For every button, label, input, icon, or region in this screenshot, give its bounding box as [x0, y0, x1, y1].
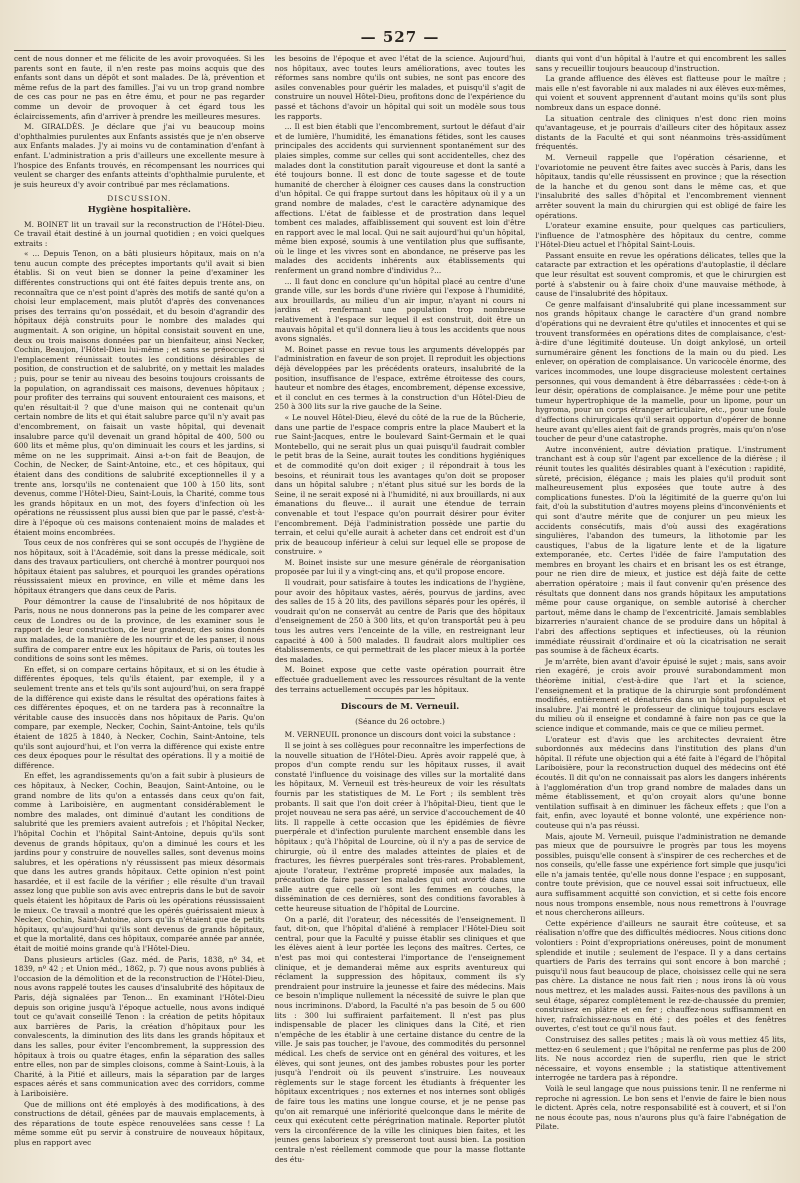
paragraph: Cette expérience d'ailleurs ne saurait être coûteuse, et sa réalisation n'offre que des difficultés médiocres. Nous citions donc volontiers : Point d'expropriations onéreuses, point de monument splendide et inutile ; seulement de l'espace. Il y a dans certains quartiers de Paris des terrains qui sont encore à bon marché ; puisqu'il nous faut beaucoup de place, choisissez celle qui ne sera pas chère. La distance ne nous fait rien ; nous irons là où vous nous mettrez, et les malades aussi. Faites-nous des pavillons à un seul étage, séparez complètement le rez-de-chaussée du premier, construisez en plâtre et en fer ; chauffez-nous suffisamment en hiver, rafraîchissez-nous en été ; des poêles et des fenêtres ouvertes, c'est tout ce qu'il nous faut.: [535, 918, 787, 1034]
paragraph: Ce genre malfaisant d'insalubrité qui plane incessamment sur nos grands hôpitaux change le caractère d'un grand nombre d'opérations qui ne devraient être qu'utiles et innocentes et qui se trouvent transformées en opérations dites de complaisance, c'est-à-dire d'une légitimité douteuse. Un doigt ankylosé, un orteil surnuméraire gênent les fonctions de la main ou du pied. Les enlever, on opération de complaisance. Un varicocèle énorme, des varices incommodes, une loupe disgracieuse molestent certaines personnes, qui vous demandent à être débarrassées : cède-t-on à leur désir, opérations de complaisance. Je même pour une petite tumeur hypertrophique de la mamelle, pour un lipome, pour un hygroma, pour un corps étranger articulaire, etc., pour une foule d'affections chirurgicales qu'il serait opportun d'opérer de bonne heure avant qu'elles aient fait de grands progrès, mais qu'on n'ose toucher de peur d'une catastrophe.: [535, 299, 787, 444]
text-columns: [14, 54, 786, 1169]
paragraph: L'orateur examine ensuite, pour quelques cas particuliers, l'influence de l'atmosphère des hôpitaux du centre, comme l'Hôtel-Dieu actuel et l'hôpital Saint-Louis.: [535, 221, 787, 250]
paragraph: diants qui vont d'un hôpital à l'autre et qui encombrent les salles sans y recueillir toujours beaucoup d'instruction.: [535, 54, 787, 73]
section-divider: [365, 698, 435, 699]
section-title: Hygiène hospitalière.: [87, 204, 191, 215]
paragraph: « Le nouvel Hôtel-Dieu, élevé du côté de la rue de la Bûcherie, dans une partie de l'espace compris entre la place Maubert et la rue Saint-Jacques, entre le boulevard Saint-Germain et le quai Montebello, qui ne serait plus un quai puisqu'il faudrait combler le petit bras de la Seine, aurait toutes les conditions hygiéniques et de commodité qu'on doit exiger ; il répondrait à tous les besoins, et réunirait tous les avantages qu'on doit se proposer dans un hôpital salubre ; n'étant plus situé sur les bords de la Seine, il ne serait exposé ni à l'humidité, ni aux brouillards, ni aux émanations du fleuve... il aurait une étendue de terrain convenable et tout l'espace qu'on pourrait désirer pour éviter l'encombrement. Déjà l'administration possède une partie du terrain, et celui qu'elle aurait à acheter dans cet endroit est d'un prix de beaucoup inférieur à celui sur lequel elle se propose de construire. »: [274, 412, 526, 557]
paragraph: En effet, si on compare certains hôpitaux, et si on les étudie à différentes époques, tels qu'ils étaient, par exemple, il y a seulement trente ans et tels qu'ils sont aujourd'hui, on sera frappé de la différence qui existe dans le résultat des opérations faites à ces différentes époques, et on ne tardera pas à reconnaître la véritable cause des insuccès dans nos hôpitaux de Paris. Qu'on compare, par exemple, Necker, Cochin, Saint-Antoine, tels qu'ils étaient de 1825 à 1840, à Necker, Cochin, Saint-Antoine, tels qu'ils sont aujourd'hui, et l'on verra la différence qui existe entre ces deux époques pour le résultat des opérations. Il y a moitié de différence.: [14, 664, 265, 770]
column-1: [14, 54, 265, 1169]
paragraph: Dans plusieurs articles (Gaz. méd. de Paris, 1838, nº 34, et 1839, nº 42 ; et Union méd., 1862, p. 7) que nous avons publiés à l'occasion de la démolition et de la reconstruction de l'Hôtel-Dieu, nous avons rappelé toutes les causes d'insalubrité des hôpitaux de Paris, déjà signalées par Tenon... En examinant l'Hôtel-Dieu depuis son origine jusqu'à l'époque actuelle, nous avons indiqué tout ce qu'avait conseillé Tenon : la création de petits hôpitaux aux barrières de Paris, la création d'hôpitaux pour les convalescents, la diminution des lits dans les grands hôpitaux et dans les salles, pour éviter l'encombrement, la suppression des hôpitaux à trois ou quatre étages, enfin la séparation des salles entre elles, non par de simples cloisons, comme à Saint-Louis, à la Charité, à la Pitié et ailleurs, mais la séparation par de larges espaces aérés et sans communication avec des corridors, comme à Lariboisière.: [14, 954, 265, 1098]
page-header: [14, 14, 786, 54]
column-2: [275, 54, 526, 1169]
paragraph: L'orateur est d'avis que les architectes devraient être subordonnés aux médecins dans l'institution des plans d'un hôpital. Il réfute une objection qui a été faite à l'égard de l'hôpital Lariboisière, pour la reconstruction duquel des médecins ont été écoutés. Il dit qu'on ne connaissait pas alors les dangers inhérents à l'agglomération d'un trop grand nombre de malades dans un même établissement, et qu'on croyait alors qu'une bonne ventilation suffisait à en diminuer les fâcheux effets ; que l'on a fait, enfin, avec loyauté et bonne volonté, une expérience non-couteuse qui n'a pas réussi.: [535, 734, 787, 830]
section-title: Discours de M. Verneuil.: [340, 702, 460, 713]
paragraph: En effet, les agrandissements qu'on a fait subir à plusieurs de ces hôpitaux, à Necker, Cochin, Beaujon, Saint-Antoine, ou le grand nombre de lits qu'on a entassés dans ceux qu'on fait, comme à Lariboisière, en augmentant considérablement le nombre des malades, ont diminué d'autant les conditions de salubrité que les premiers avaient autrefois ; et l'hôpital Necker, l'hôpital Cochin et l'hôpital Saint-Antoine, depuis qu'ils sont devenus de grands hôpitaux, qu'on a diminué les cours et les jardins pour y construire de nouvelles salles, sont devenus moins salubres, et les opérations n'y réussissent pas mieux désormais que dans les autres grands hôpitaux. Cette opinion n'est point hasardée, et il est facile de la vérifier ; elle résulte d'un travail assez long que publie son avis avec entrepris dans le but de savoir quels étaient les hôpitaux de Paris où les opérations réussissaient le mieux. Ce travail a montré que les opérés guérissaient mieux à Necker, Cochin, Saint-Antoine, alors qu'ils n'étaient que de petits hôpitaux, qu'aujourd'hui qu'ils sont devenus de grands hôpitaux, et que la mortalité, dans ces hôpitaux, comparée année par année, était de moitié moins grande qu'à l'Hôtel-Dieu.: [14, 771, 265, 954]
section-label: DISCUSSION.: [107, 194, 172, 204]
paragraph: M. Boinet insiste sur une mesure générale de réorganisation proposée par lui il y a vingt-cinq ans, et qu'il propose encore.: [274, 557, 526, 577]
paragraph: « ... Depuis Tenon, on a bâti plusieurs hôpitaux, mais on n'a tenu aucun compte des préceptes importants qu'il avait si bien établis. Si on veut bien se donner la peine d'examiner les différentes constructions qui ont été faites depuis trente ans, on reconnaîtra que ce n'est point d'après des motifs de santé qu'on a choisi leur emplacement, mais plutôt d'après des convenances prises des terrains qu'on possédait, et du besoin d'agrandir des hôpitaux déjà construits pour le nombre des malades qui augmentait. A son origine, un hôpital consistait souvent en une, deux ou trois maisons données par un bienfaiteur, ainsi Necker, Cochin, Beaujon, l'Hôtel-Dieu lui-même ; et sans se préoccuper si l'emplacement réunissait toutes les conditions désirables de position, de construction et de salubrité, on y mettait les malades ; puis, pour se tenir au niveau des besoins toujours croissants de la population, on agrandissait ces maisons, devenues hôpitaux ; pour profiter des terrains qui souvent entouraient ces maisons, et qu'en résultait-il ? que d'une maison qui ne contenait qu'un certain nombre de lits et qui était salubre parce qu'il n'y avait pas d'encombrement, on faisait un vaste hôpital, qui devenait insalubre parce qu'il devenait un grand hôpital de 400, 500 ou 600 lits et même plus, qu'on diminuait les cours et les jardins, si même on ne les supprimait. Ainsi a-t-on fait de Beaujon, de Cochin, de Necker, de Saint-Antoine, etc., et ces hôpitaux, qui étaient dans des conditions de salubrité exceptionnelles il y a trente ans, lorsqu'ils ne contenaient que 100 à 150 lits, sont devenus, comme l'Hôtel-Dieu, Saint-Louis, la Charité, comme tous les grands hôpitaux en un mot, des foyers d'infection où les opérations ne réussissent plus aussi bien que par le passé, c'est-à-dire à l'époque où ces maisons contenaient moins de malades et étaient moins encombrées.: [14, 249, 265, 537]
paragraph: M. Boinet passe en revue tous les arguments développés par l'administration en faveur de son projet. Il reproduit les objections déjà développées par les précédents orateurs, insalubrité de la position, insuffisance de l'espace, extrême étroitesse des cours, hauteur et nombre des étages, encombrement, dépense excessive, et il conclut en ces termes à la construction d'un Hôtel-Dieu de 250 à 300 lits sur la rive gauche de la Seine.: [274, 344, 526, 412]
paragraph: Il voudrait, pour satisfaire à toutes les indications de l'hygiène, pour avoir des hôpitaux vastes, aérés, pourvus de jardins, avec des salles de 15 à 20 lits, des pavillons séparés pour les opérés, il voudrait qu'on ne conservât au centre de Paris que des hôpitaux d'enseignement de 250 à 300 lits, et qu'on transportât peu à peu tous les autres vers l'enceinte de la ville, en restreignant leur capacité à 400 à 500 malades. Il faudrait alors multiplier ces établissements, ce qui permettrait de les placer mieux à la portée des malades.: [274, 578, 526, 664]
paragraph: La grande affluence des élèves est flatteuse pour le maître ; mais elle n'est favorable ni aux malades ni aux élèves eux-mêmes, qui voient et souvent apprennent d'autant moins qu'ils sont plus nombreux dans un espace donné.: [535, 74, 787, 112]
paragraph: Je m'arrête, bien avant d'avoir épuisé le sujet ; mais, sans avoir rien exagéré, je crois avoir prouvé surabondamment mon théorème initial, c'est-à-dire que l'art et la science, l'enseignement et la pratique de la chirurgie sont profondément modifiés, entièrement et dénaturés dans un hôpital populeux et insalubre. J'ai montré le professeur de clinique toujours esclave du milieu où il enseigne et condamné à faire non pas ce que la science indique et commande, mais ce que ce milieu permet.: [535, 656, 787, 733]
paragraph: cent de nous donner et me félicite de les avoir provoquées. Si les parents sont en faute, il n'en reste pas moins acquis que des enfants sont dans un dépôt et sont malades. De là, prévention et même refus de la part des familles. J'ai vu un trop grand nombre de ces cas pour ne pas en être ému, et pour ne pas regarder comme un devoir de provoquer à cet égard tous les éclaircissements, afin d'arriver à prendre les meilleures mesures.: [14, 54, 265, 121]
paragraph: Construisez des salles petites ; mais là où vous mettiez 45 lits, mettez-en 6 seulement ; que l'hôpital ne renferme pas plus de 200 lits. Ne nous accordez rien de superflu, rien que le strict nécessaire, et voyons ensemble ; la statistique attentivement interrogée ne tardera pas à répondre.: [535, 1034, 787, 1083]
paragraph: La situation centrale des cliniques n'est donc rien moins qu'avantageuse, et je pourrais d'ailleurs citer des hôpitaux assez distants de la Faculté et qui sont néanmoins très-assidûment fréquentés.: [535, 113, 787, 152]
paragraph: les besoins de l'époque et avec l'état de la science. Aujourd'hui, nos hôpitaux, avec toutes leurs améliorations, avec toutes les réformes sans nombre qu'ils ont subies, ne sont pas encore des asiles convenables pour guérir les malades, et puisqu'il s'agit de construire un nouvel Hôtel-Dieu, profitons donc de l'expérience du passé et tâchons d'avoir un hôpital qui soit un modèle sous tous les rapports.: [274, 54, 526, 121]
paragraph: M. Boinet expose que cette vaste opération pourrait être effectuée graduellement avec les ressources résultant de la vente des terrains actuellement occupés par les hôpitaux.: [274, 665, 526, 694]
paragraph: Passant ensuite en revue les opérations délicates, telles que la cataracte par extraction et les opérations d'autoplastie, il déclare que leur résultat est souvent compromis, et que le chirurgien est porté à s'abstenir ou à faire choix d'une mauvaise méthode, à cause de l'insalubrité des hôpitaux.: [535, 250, 787, 299]
paragraph: ... Il faut donc en conclure qu'un hôpital placé au centre d'une grande ville, sur les bords d'une rivière qui l'expose à l'humidité, aux brouillards, au milieu d'un air impur, n'ayant ni cours ni jardins et renfermant une population trop nombreuse relativement à l'espace sur lequel il est construit, doit être un mauvais hôpital et qu'il donnera lieu à tous les accidents que nous avons signalés.: [274, 276, 526, 344]
paragraph: Pour démontrer la cause de l'insalubrité de nos hôpitaux de Paris, nous ne nous donnerons pas la peine de les comparer avec ceux de Londres ou de la province, de les examiner sous le rapport de leur construction, de leur grandeur, des soins donnés aux malades, de la manière de les nourrir et de les panser, il nous suffira de comparer entre eux les hôpitaux de Paris, où toutes les conditions de soins sont les mêmes.: [14, 596, 265, 664]
paragraph: ... Il est bien établi que l'encombrement, surtout le défaut d'air et de lumière, l'humidité, les émanations fétides, sont les causes principales des accidents qui surviennent spontanément sur des plaies simples, comme sur celles qui sont accidentelles, chez des malades dont la constitution paraît vigoureuse et dont la santé a été toujours bonne. Il est donc de toute sagesse et de toute humanité de chercher à éloigner ces causes dans la construction d'un hôpital. Ce qui frappe surtout dans les hôpitaux où il y a un grand nombre de malades, c'est le caractère adynamique des affections. L'état de faiblesse et de prostration dans lequel tombent ces malades, affaiblissement qui souvent est loin d'être en rapport avec le mal local. Qui ne sait aujourd'hui qu'un hôpital, même bien exposé, soumis à une ventilation plus que suffisante, où le linge et les vivres sont en abondance, ne préserve pas les malades des accidents inhérents aux établissements qui renferment un grand nombre d'individus ?...: [274, 122, 526, 276]
paragraph: M. Verneuil rappelle que l'opération césarienne, et l'ovariotomie ne peuvent être faites avec succès à Paris, dans les hôpitaux, tandis qu'elle réussissent en province ; que la résection de la hanche et du genou sont dans le même cas, et que l'insalubrité des salles d'hôpital et l'encombrement viennent arrêter souvent la main du chirurgien qui est obligé de faire les opérations.: [535, 152, 787, 220]
paragraph: M. GIRALDÈS. Je déclare que j'ai vu beaucoup moins d'ophthalmies purulentes aux Enfants assistés que je n'en observe aux Enfants malades. J'y ai moins vu de contamination d'enfant à enfant. L'administration a pris d'ailleurs une excellente mesure à l'hospice des Enfants trouvés, en récompensant les nourrices qui veulent se charger des enfants atteints d'ophthalmie purulente, et je suis heureux d'y avoir contribué par mes réclamations.: [14, 122, 265, 189]
paragraph: M. BOINET lit un travail sur la reconstruction de l'Hôtel-Dieu. Ce travail était destiné à un journal quotidien ; en voici quelques extraits :: [14, 219, 265, 248]
page-number: — 527 —: [360, 28, 440, 46]
paragraph: Que de millions ont été employés à des modifications, à des constructions de détail, gênées par de mauvais emplacements, à des réparations de toute espèce renouvelées sans cesse ! La même somme eût pu servir à construire de nouveaux hôpitaux, plus en rapport avec: [14, 1099, 265, 1147]
paragraph: Mais, ajoute M. Verneuil, puisque l'administration ne demande pas mieux que de poursuivre le progrès par tous les moyens possibles, puisqu'elle consent à s'inspirer de ces recherches et de nos conseils, qu'elle fasse une expérience fort simple que jusqu'ici elle n'a jamais tentée, qu'elle nous donne l'espace ; en supposant, contre toute prévision, que ce nouvel essai soit infructueux, elle aura suffisamment acquitté son conviction, et si cette fois encore nous nous trompons ensemble, nous nous remettrons à l'ouvrage et nous chercherons ailleurs.: [535, 831, 787, 918]
paragraph: Autre inconvénient, autre déviation pratique. L'instrument tranchant est à coup sûr l'agent par excellence de la diérèse ; il réunit toutes les qualités désirables quant à l'exécution : rapidité, sûreté, précision, élégance ; mais les plaies qu'il produit sont malheureusement plus exposées que toute autre à des complications funestes. D'où la légitimité de la guerre qu'on lui fait, d'où la substitution d'autres moyens pleins d'inconvénients et qui sont d'autre mérite que de conjurer un peu mieux les accidents consécutifs, mais d'où aussi des exagérations singulières, l'abandon des tumeurs, la lithotomie par les caustiques, l'abus de la ligature lente et de la ligature extemporanée, etc. Certes l'idée de faire l'amputation des membres en broyant les chairs et en brisant les os est étrange, pour ne rien dire de mieux, et justice est déjà faite de cette aberration opératoire ; mais il faut convenir qu'en présence des résultats que donnent dans nos grands hôpitaux les amputations même pour cause organique, on semble autorisé à chercher partout, même dans le champ de l'excentricité. Jamais semblables bizarreries n'auraient chance de se produire dans un hôpital à l'abri des affections septiques et infectieuses, où la réunion immédiate réussirait d'ordinaire et où la cicatrisation ne serait pas soumise à de fâcheux écarts.: [535, 444, 787, 656]
column-3: [535, 54, 786, 1169]
paragraph: Il se joint à ses collègues pour reconnaître les imperfections de la nouvelle situation de l'Hôtel-Dieu. Après avoir rappelé que, à propos d'un compte rendu sur les hôpitaux russes, il avait constaté l'influence du voisinage des villes sur la mortalité dans les hôpitaux, M. Verneuil est très-heureux de voir les résultats fournis par les statistiques de M. Le Fort ; ils semblent très probants. Il sait que l'on doit créer à l'hôpital-Dieu, tient que le projet nouveau ne sera pas aéré, un service d'accouchement de 40 lits. Il rappelle à cette occasion que les épidémies de fièvre puerpérale et d'infection purulente marchent ensemble dans les hôpitaux ; qu'à l'hôpital de Lourcine, où il n'y a pas de service de chirurgie, où il entre des malades atteintes de plaies et de fractures, les fièvres puerpérales sont très-rares. Probablement, ajoute l'orateur, l'extrême propreté imposée aux malades, la précaution de faire passer les malades qui ont avorté dans une salle autre que celle où sont les femmes en couches, la dissémination de ces dernières, sont des conditions favorables à cette heureuse situation de l'hôpital de Lourcine.: [274, 740, 526, 914]
paragraph: Tous ceux de nos confrères qui se sont occupés de l'hygiène de nos hôpitaux, soit à l'Académie, soit dans la presse médicale, soit dans des travaux particuliers, ont cherché à montrer pourquoi nos hôpitaux étaient pas salubres, et pourquoi les grandes opérations réussissaient mieux en province, en ville et même dans les hôpitaux étrangers que dans ceux de Paris.: [14, 538, 265, 596]
paragraph: M. VERNEUIL prononce un discours dont voici la substance :: [284, 730, 516, 740]
section-subtitle: (Séance du 26 octobre.): [355, 716, 445, 726]
paragraph: On a parlé, dit l'orateur, des nécessités de l'enseignement. Il faut, dit-on, que l'hôpital d'aliéné à remplacer l'Hôtel-Dieu soit central, pour que la Faculté y puisse établir ses cliniques et que les élèves aient à leur portée les leçons des maîtres. Certes, ce n'est pas moi qui contesterai l'importance de l'enseignement clinique, et je demanderai même aux esprits aventureux qui réclament la suppression des hôpitaux, comment ils s'y prendraient pour instruire la jeunesse et faire des médecins. Mais ce besoin n'implique nullement la nécessité de suivre le plan que nous incriminons. D'abord, la Faculté n'a pas besoin de 5 ou 600 lits : 300 lui suffiraient parfaitement. Il n'est pas plus indispensable de placer les cliniques dans la Cité, et rien n'empêche de les établir à une certaine distance du centre de la ville. Je sais pas toucher, je l'avoue, des commodités du personnel médical. Les chefs de service ont en général des voitures, et les élèves, qui sont jeunes, ont des jambes robustes pour les porter jusqu'à l'endroit où ils peuvent s'instruire. Les nouveaux règlements sur le stage forcent les étudiants à fréquenter les hôpitaux excentriques ; nos externes et nos internes sont obligés de faire tous les matins une longue course, et je ne pense pas qu'on ait remarqué une infériorité quelconque dans le mérite de ceux qui exécutent cette pérégrination matinale. Reporter plutôt vers la circonférence de la ville les cliniques bien faites, et les jeunes gens laborieux s'y presseront tout aussi bien. La position centrale n'est réellement commode que pour la masse flottante des étu-: [274, 914, 526, 1164]
paragraph: Voilà le seul langage que nous puissions tenir. Il ne renferme ni reproche ni agression. Le bon sens et l'envie de faire le bien nous le dictent. Après cela, notre responsabilité est à couvert, et si l'on ne nous écoute pas, nous n'aurons plus qu'à faire l'abnégation de Pilate.: [535, 1083, 787, 1132]
header-rule: [14, 50, 786, 51]
